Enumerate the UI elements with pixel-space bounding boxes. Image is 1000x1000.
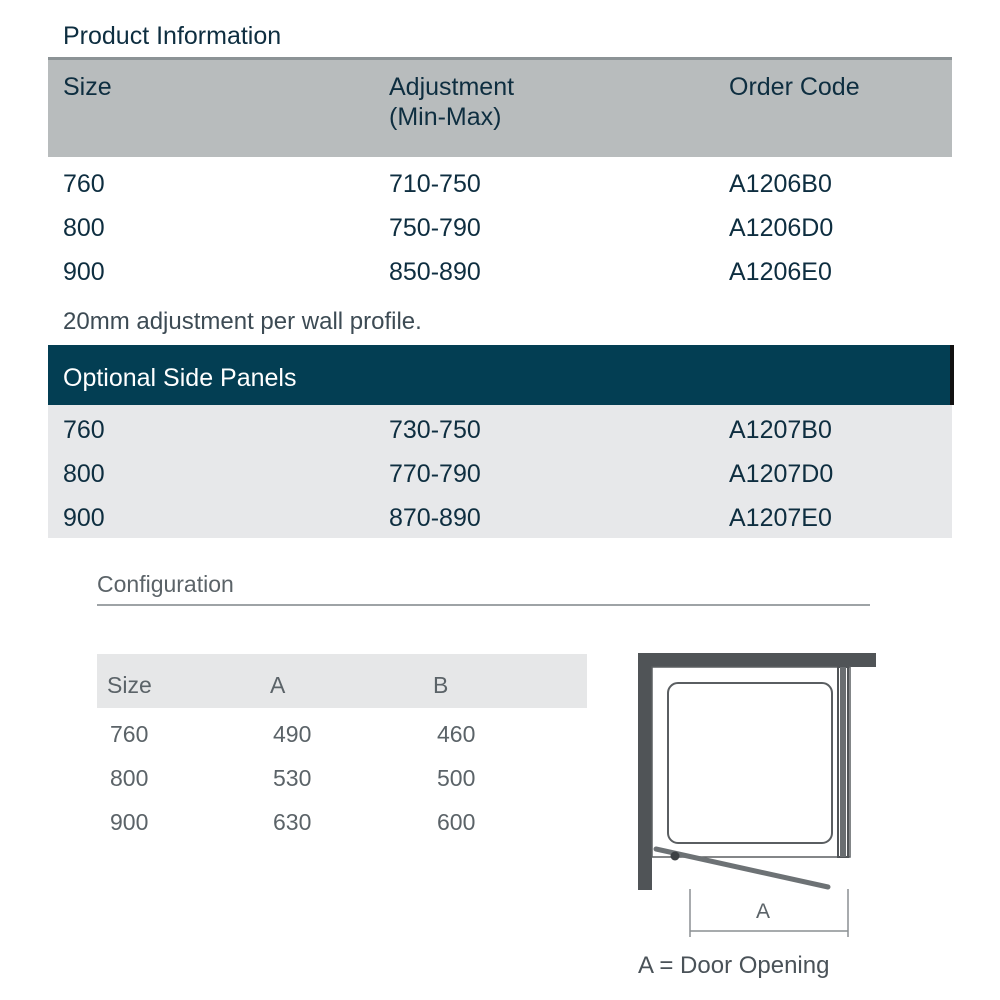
adjustment-note: 20mm adjustment per wall profile. bbox=[63, 308, 422, 335]
cfg-row-3-b: 600 bbox=[437, 809, 476, 835]
cfg-row-1-b: 460 bbox=[437, 721, 476, 747]
enclosure-diagram bbox=[630, 645, 880, 945]
door-hinge bbox=[671, 852, 680, 861]
header-adjustment-line1: Adjustment bbox=[389, 73, 515, 101]
header-adjustment bbox=[389, 72, 514, 132]
cfg-header-b: B bbox=[433, 672, 449, 698]
pi-row-2-adjustment: 750-790 bbox=[389, 214, 481, 242]
pi-row-3-order-code: A1206E0 bbox=[729, 258, 832, 286]
cfg-header-a: A bbox=[270, 672, 286, 698]
door-panel bbox=[656, 849, 828, 887]
left-wall bbox=[638, 653, 652, 890]
tray-inner bbox=[668, 683, 832, 843]
side-panel-glass bbox=[840, 667, 846, 857]
sp-row-1-adjustment: 730-750 bbox=[389, 416, 481, 444]
product-info-title: Product Information bbox=[63, 22, 282, 50]
sp-row-3-order-code: A1207E0 bbox=[729, 504, 832, 532]
configuration-title: Configuration bbox=[97, 571, 234, 597]
pi-row-3-adjustment: 850-890 bbox=[389, 258, 481, 286]
pi-row-1-size: 760 bbox=[63, 170, 105, 198]
dimension-a-label: A bbox=[755, 900, 771, 923]
cfg-row-3-a: 630 bbox=[273, 809, 312, 835]
cfg-row-1-a: 490 bbox=[273, 721, 312, 747]
cfg-row-3-size: 900 bbox=[110, 809, 149, 835]
sp-row-1-order-code: A1207B0 bbox=[729, 416, 832, 444]
sp-row-3-size: 900 bbox=[63, 504, 105, 532]
diagram-legend: A = Door Opening bbox=[638, 952, 830, 979]
header-size: Size bbox=[63, 73, 112, 101]
sp-row-2-adjustment: 770-790 bbox=[389, 460, 481, 488]
pi-row-2-size: 800 bbox=[63, 214, 105, 242]
pi-row-1-order-code: A1206B0 bbox=[729, 170, 832, 198]
tray-outline bbox=[652, 667, 850, 857]
cfg-row-2-size: 800 bbox=[110, 765, 149, 791]
header-order-code: Order Code bbox=[729, 73, 860, 101]
pi-row-3-size: 900 bbox=[63, 258, 105, 286]
sp-row-3-adjustment: 870-890 bbox=[389, 504, 481, 532]
sp-row-2-order-code: A1207D0 bbox=[729, 460, 834, 488]
sp-row-2-size: 800 bbox=[63, 460, 105, 488]
header-adjustment-line2: (Min-Max) bbox=[389, 103, 502, 131]
pi-row-2-order-code: A1206D0 bbox=[729, 214, 834, 242]
sp-row-1-size: 760 bbox=[63, 416, 105, 444]
configuration-header-band bbox=[97, 654, 587, 708]
cfg-header-size: Size bbox=[107, 672, 152, 698]
cfg-row-2-a: 530 bbox=[273, 765, 312, 791]
cfg-row-2-b: 500 bbox=[437, 765, 476, 791]
cfg-row-1-size: 760 bbox=[110, 721, 149, 747]
configuration-divider bbox=[97, 604, 870, 606]
back-wall bbox=[638, 653, 876, 667]
pi-row-1-adjustment: 710-750 bbox=[389, 170, 481, 198]
side-panels-title: Optional Side Panels bbox=[63, 364, 297, 392]
